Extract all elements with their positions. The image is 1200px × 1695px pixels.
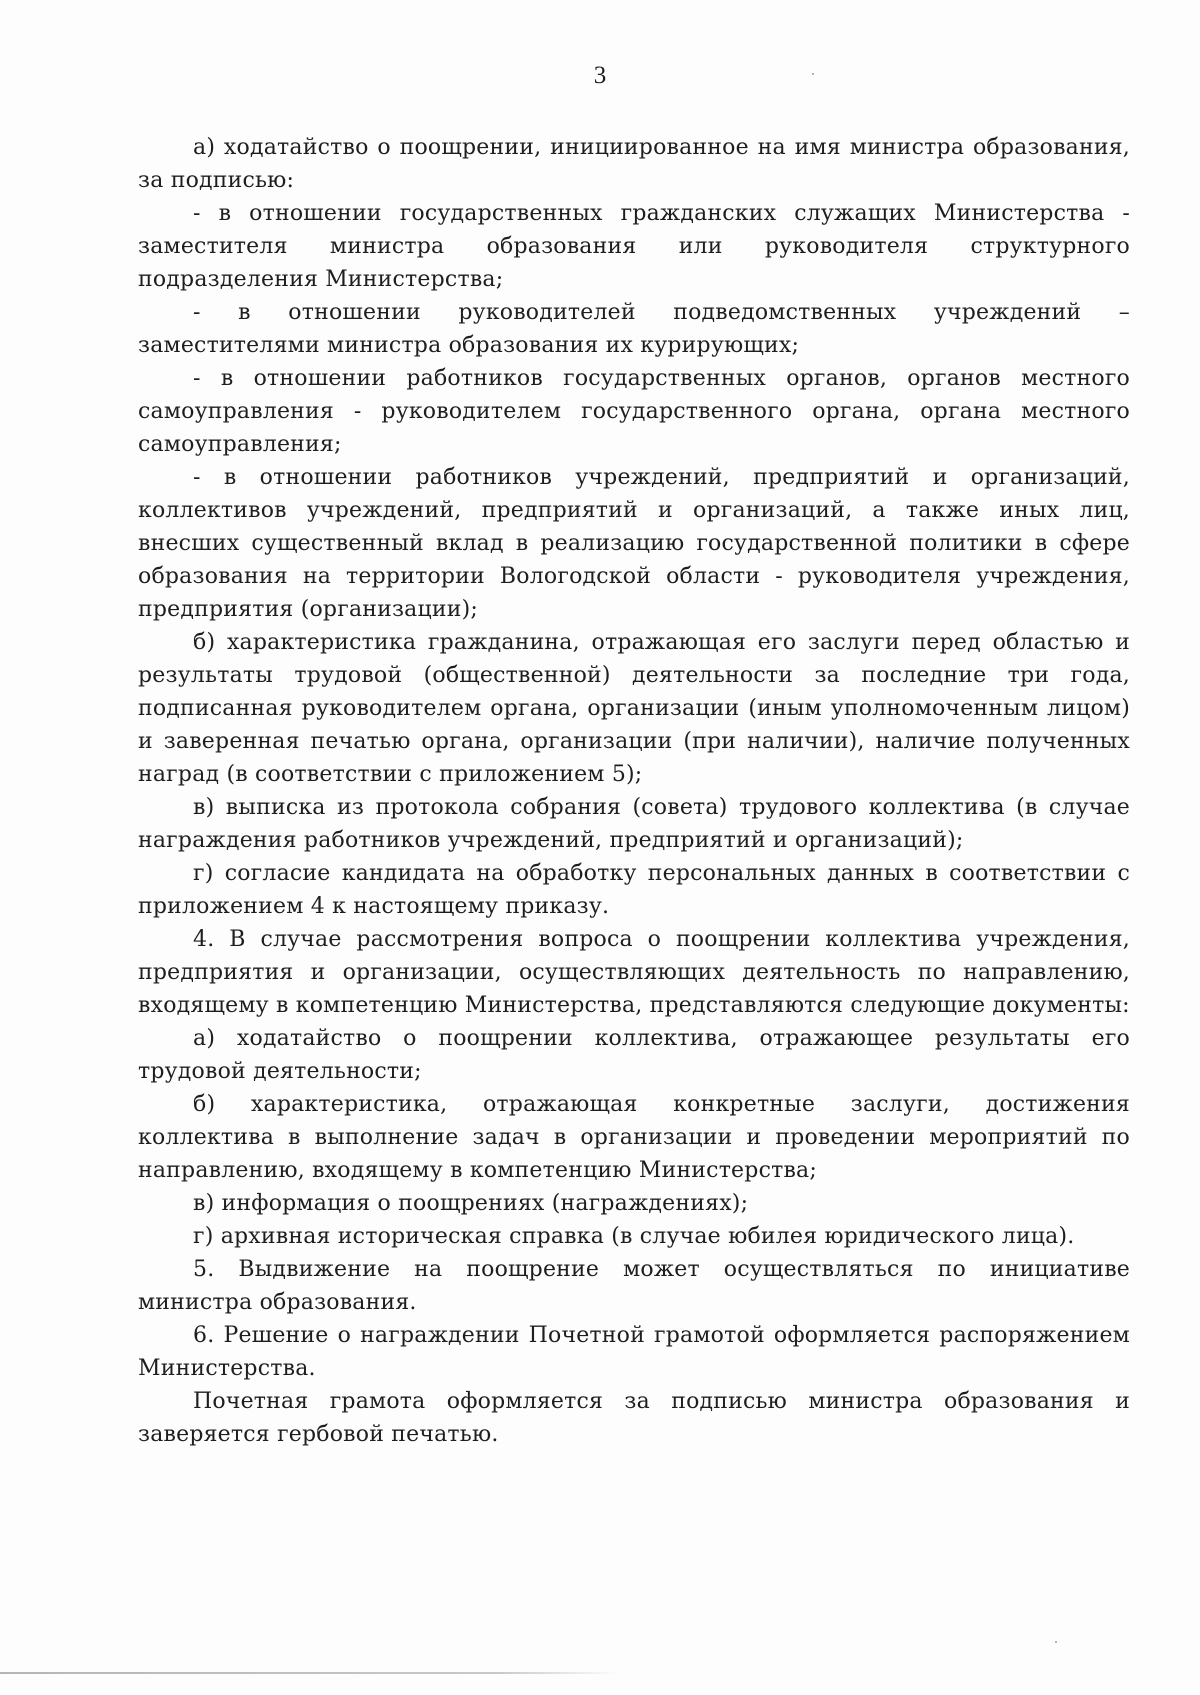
paragraph-4v-awards-info: в) информация о поощрениях (награждениях); — [193, 1191, 749, 1216]
scan-speck — [1055, 1641, 1057, 1643]
scan-speck — [812, 73, 814, 75]
paragraph-certificate-signing: Почетная грамота оформляется за подписью министра образования и заверяется гербовой печатью. — [138, 1389, 1130, 1447]
paragraph-3v-protocol-extract: в) выписка из протокола собрания (совета) трудового коллектива (в случае награждения работников учреждений, предприятий и организаций); — [138, 795, 1130, 853]
paragraph-civil-servants: - в отношении государственных гражданских служащих Министерства - заместителя министра образования или руководителя структурного подразделения Министерства; — [138, 201, 1130, 292]
scan-edge-line — [0, 1672, 620, 1674]
paragraph-4b-characteristic: б) характеристика, отражающая конкретные заслуги, достижения коллектива в выполнение задач в организации и проведении мероприятий по направлению, входящему в компетенцию Министерства; — [138, 1092, 1130, 1183]
paragraph-6-decision: 6. Решение о награждении Почетной грамотой оформляется распоряжением Министерства. — [138, 1323, 1130, 1381]
paragraph-state-bodies: - в отношении работников государственных органов, органов местного самоуправления - руководителем государственного органа, органа местного самоуправления; — [138, 366, 1130, 457]
paragraph-5-nomination: 5. Выдвижение на поощрение может осуществляться по инициативе министра образования. — [138, 1257, 1130, 1315]
paragraph-4g-archive-reference: г) архивная историческая справка (в случае юбилея юридического лица). — [193, 1224, 1075, 1249]
document-body — [138, 131, 1130, 1451]
paragraph-subordinate-heads: - в отношении руководителей подведомственных учреждений – заместителями министра образования их курирующих; — [138, 300, 1130, 358]
paragraph-4-collective: 4. В случае рассмотрения вопроса о поощрении коллектива учреждения, предприятия и организации, осуществляющих деятельность по направлению, входящему в компетенцию Министерства, представляются следующие документы: — [138, 927, 1130, 1018]
paragraph-institutions: - в отношении работников учреждений, предприятий и организаций, коллективов учреждений, предприятий и организаций, а также иных лиц, внесших существенный вклад в реализацию государственной политики в сфере образования на территории Вологодской области - руководителя учреждения, предприятия (организации); — [138, 465, 1130, 622]
paragraph-3b-characteristic: б) характеристика гражданина, отражающая его заслуги перед областью и результаты трудовой (общественной) деятельности за последние три года, подписанная руководителем органа, организации (иным уполномоченным лицом) и заверенная печатью органа, организации (при наличии), наличие полученных наград (в соответствии с приложением 5); — [138, 630, 1130, 787]
paragraph-4a-petition: а) ходатайство о поощрении коллектива, отражающее результаты его трудовой деятельности; — [138, 1026, 1130, 1084]
paragraph-3g-consent: г) согласие кандидата на обработку персональных данных в соответствии с приложением 4 к настоящему приказу. — [138, 861, 1130, 919]
paragraph-3a-petition: а) ходатайство о поощрении, инициированное на имя министра образования, за подписью: — [138, 135, 1130, 193]
page-number: 3 — [593, 62, 607, 89]
